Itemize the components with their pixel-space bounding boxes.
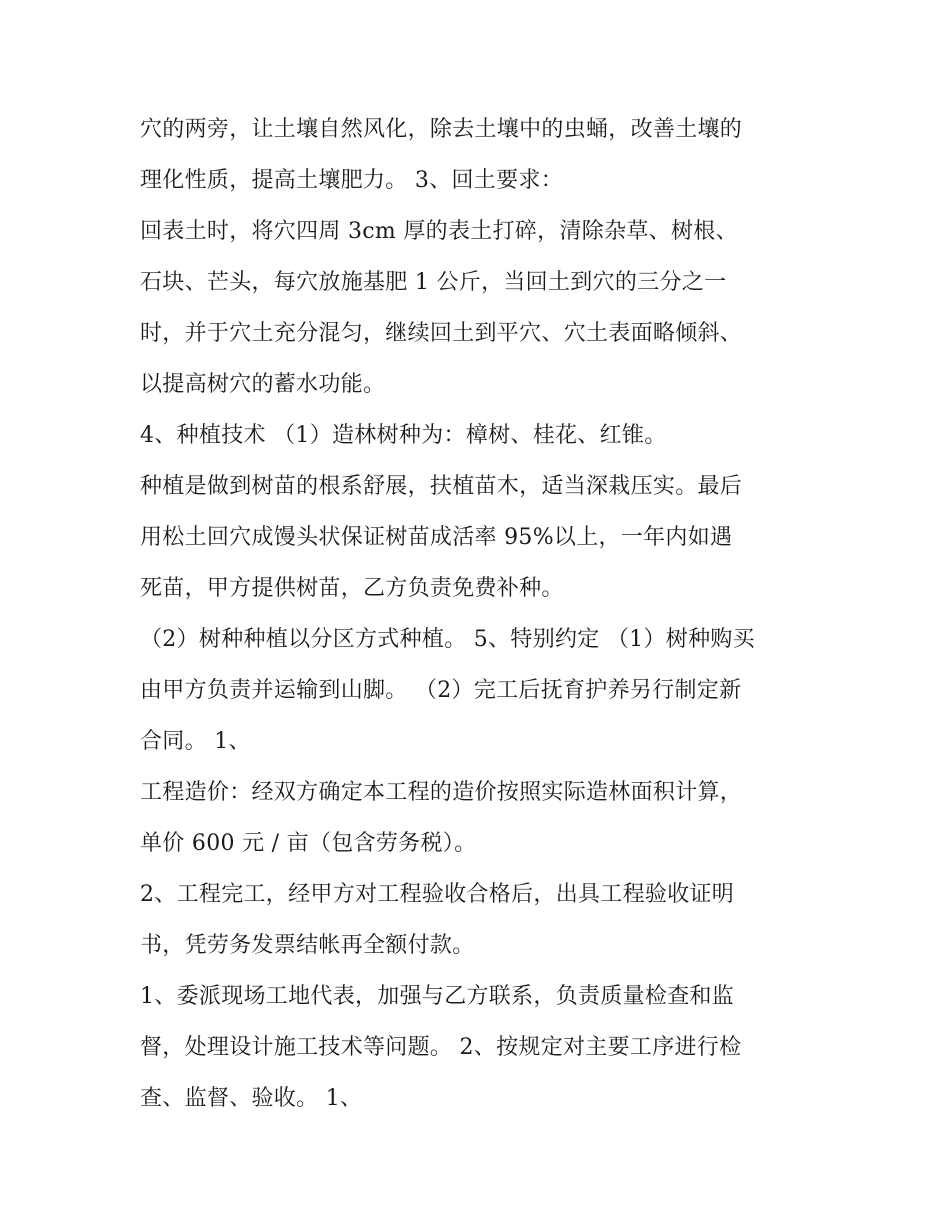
- text-line: 穴的两旁，让土壤自然风化，除去土壤中的虫蛹，改善土壤的: [140, 117, 743, 142]
- text-line: 查、监督、验收。 1、: [140, 1086, 363, 1111]
- text-line: （2）树种种植以分区方式种植。 5、特别约定 （1）树种购买: [140, 627, 755, 652]
- text-line: 以提高树穴的蓄水功能。: [140, 372, 386, 397]
- text-line: 由甲方负责并运输到山脚。 （2）完工后抚育护养另行制定新: [140, 678, 742, 703]
- text-line: 4、种植技术 （1）造林树种为：樟树、桂花、红锥。: [140, 423, 667, 448]
- text-line: 书，凭劳务发票结帐再全额付款。: [140, 933, 475, 958]
- text-line: 种植是做到树苗的根系舒展，扶植苗木，适当深栽压实。最后: [140, 474, 743, 499]
- text-line: 工程造价：经双方确定本工程的造价按照实际造林面积计算，: [140, 780, 743, 805]
- text-line: 1、委派现场工地代表，加强与乙方联系，负责质量检查和监: [140, 984, 735, 1009]
- text-line: 单价 600 元 / 亩（包含劳务税）。: [140, 831, 477, 856]
- text-line: 回表土时，将穴四周 3cm 厚的表土打碎，清除杂草、树根、: [140, 219, 738, 244]
- text-line: 用松土回穴成馒头状保证树苗成活率 95%以上，一年内如遇: [140, 525, 733, 550]
- text-line: 2、工程完工，经甲方对工程验收合格后，出具工程验收证明: [140, 882, 735, 907]
- text-line: 理化性质，提高土壤肥力。 3、回土要求：: [140, 168, 563, 193]
- text-line: 死苗，甲方提供树苗，乙方负责免费补种。: [140, 576, 564, 601]
- text-line: 时，并于穴土充分混匀，继续回土到平穴、穴土表面略倾斜、: [140, 321, 743, 346]
- text-line: 督，处理设计施工技术等问题。 2、按规定对主要工序进行检: [140, 1035, 742, 1060]
- text-line: 石块、芒头，每穴放施基肥 1 公斤，当回土到穴的三分之一: [140, 270, 727, 295]
- text-line: 合同。 1、: [140, 729, 251, 754]
- document-body: [140, 110, 820, 1130]
